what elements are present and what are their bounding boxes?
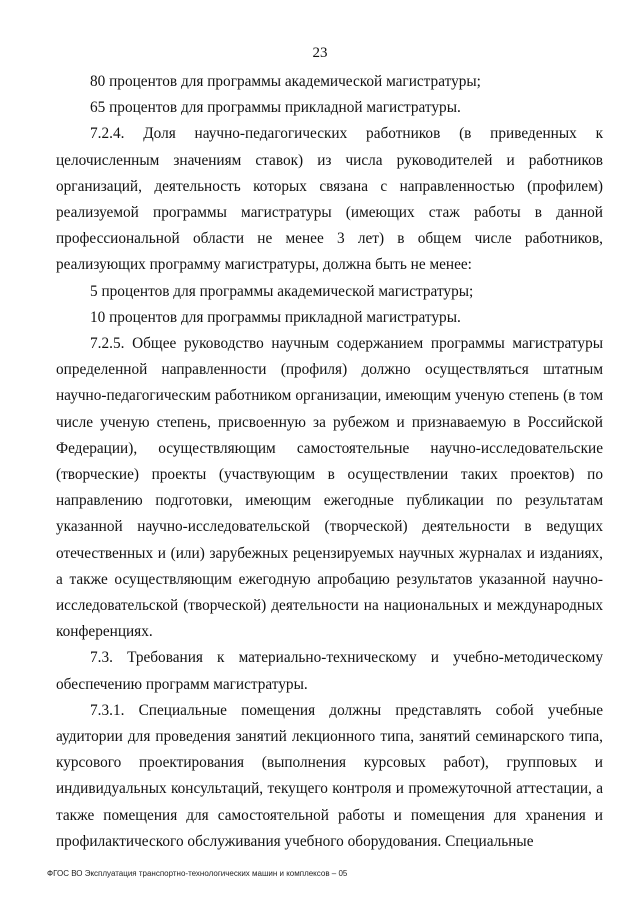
paragraph-7-2-5: 7.2.5. Общее руководство научным содержанием программы магистратуры определенной направленности (профиля) должно осуществляться штатным научно-педагогическим работником организации, имеющим ученую степень (в том числе ученую степень, присвоенную за рубежом и признаваемую в Российской Федерации), осуществляющим самостоятельные научно-исследовательские (творческие) проекты (участвующим в осуществлении таких проектов) по направлению подготовки, имеющим ежегодные публикации по результатам указанной научно-исследовательской (творческой) деятельности в ведущих отечественных и (или) зарубежных рецензируемых научных журналах и изданиях, а также осуществляющим ежегодную апробацию результатов указанной научно-исследовательской (творческой) деятельности на национальных и международных конференциях. [56,335,603,641]
paragraph-academic-80: 80 процентов для программы академической магистратуры; [90,73,481,90]
paragraph-7-2-4: 7.2.4. Доля научно-педагогических работников (в приведенных к целочисленным значениям ставок) из числа руководителей и работников организаций, деятельность которых связана с направленностью (профилем) реализуемой программы магистратуры (имеющих стаж работы в данной профессиональной области не менее 3 лет) в общем числе работников, реализующих программу магистратуры, должна быть не менее: [56,125,603,274]
document-body [56,69,603,855]
paragraph-academic-5: 5 процентов для программы академической магистратуры; [90,282,474,300]
paragraph-applied-65: 65 процентов для программы прикладной магистратуры. [90,99,461,117]
section-heading-7-3: 7.3. Требования к материально-техническому и учебно-методическому обеспечению программ магистратуры. [56,649,603,693]
page-number: 23 [312,45,328,61]
footer-document-title: ФГОС ВО Эксплуатация транспортно-технологических машин и комплексов – 05 [47,869,348,878]
paragraph-7-3-1: 7.3.1. Специальные помещения должны представлять собой учебные аудитории для проведения занятий лекционного типа, занятий семинарского типа, курсового проектирования (выполнения курсовых работ), групповых и индивидуальных консультаций, текущего контроля и промежуточной аттестации, а также помещения для самостоятельной работы и помещения для хранения и профилактического обслуживания учебного оборудования. Специальные [56,701,603,850]
paragraph-applied-10: 10 процентов для программы прикладной магистратуры. [90,308,461,326]
